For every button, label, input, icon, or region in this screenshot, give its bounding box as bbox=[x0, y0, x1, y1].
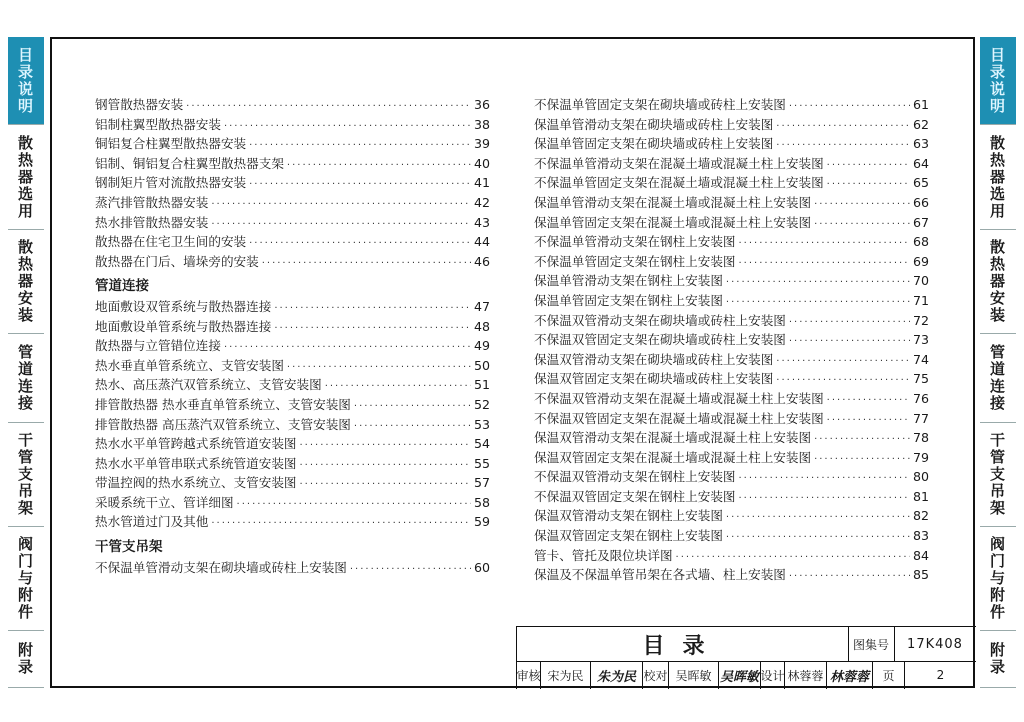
dot-leader bbox=[789, 97, 910, 117]
tab-label: 干管支吊架 bbox=[989, 430, 1006, 517]
dot-leader bbox=[726, 528, 910, 548]
toc-entry-title: 钢制矩片管对流散热器安装 bbox=[95, 175, 247, 191]
dot-leader bbox=[211, 514, 471, 534]
left-tab-4[interactable] bbox=[8, 423, 44, 527]
toc-entry-page: 46 bbox=[473, 253, 490, 269]
toc-entry-page: 67 bbox=[912, 214, 929, 230]
dot-leader bbox=[354, 397, 471, 417]
toc-entry-title: 不保温单管滑动支架在砌块墙或砖柱上安装图 bbox=[95, 559, 347, 575]
dot-leader bbox=[350, 560, 471, 580]
toc-entry-page: 72 bbox=[912, 312, 929, 328]
toc-entry-title: 热水排管散热器安装 bbox=[95, 214, 209, 230]
toc-entry-page: 57 bbox=[473, 475, 490, 491]
toc-entry-title: 不保温单管固定支架在钢柱上安装图 bbox=[534, 253, 736, 269]
tab-label: 管道连接 bbox=[17, 342, 34, 412]
toc-entry-page: 41 bbox=[473, 175, 490, 191]
toc-entry-title: 铝制、铜铝复合柱翼型散热器支架 bbox=[95, 155, 284, 171]
toc-entry[interactable] bbox=[534, 95, 929, 115]
toc-entry-title: 采暖系统干立、管详细图 bbox=[95, 494, 234, 510]
dot-leader bbox=[814, 430, 910, 450]
toc-entry-title: 不保温双管固定支架在钢柱上安装图 bbox=[534, 488, 736, 504]
toc-entry[interactable] bbox=[534, 213, 929, 233]
toc-entry[interactable] bbox=[95, 154, 490, 174]
toc-entry[interactable] bbox=[95, 173, 490, 193]
toc-entry-page: 54 bbox=[473, 436, 490, 452]
toc-entry-page: 82 bbox=[912, 508, 929, 524]
toc-entry-page: 40 bbox=[473, 155, 490, 171]
design-label: 设计 bbox=[761, 661, 785, 689]
review-label: 审核 bbox=[517, 661, 541, 689]
toc-entry-title: 热水管道过门及其他 bbox=[95, 514, 209, 530]
left-side-tabs bbox=[8, 37, 44, 688]
toc-entry-page: 38 bbox=[473, 116, 490, 132]
toc-entry-page: 83 bbox=[912, 528, 929, 544]
toc-entry[interactable] bbox=[534, 291, 929, 311]
toc-entry-title: 保温双管固定支架在混凝土墙或混凝土柱上安装图 bbox=[534, 449, 812, 465]
dot-leader bbox=[827, 156, 910, 176]
toc-entry-page: 39 bbox=[473, 136, 490, 152]
toc-entry[interactable] bbox=[534, 154, 929, 174]
tab-label: 散热器安装 bbox=[989, 237, 1006, 324]
toc-entry-page: 55 bbox=[473, 455, 490, 471]
dot-leader bbox=[274, 319, 471, 339]
toc-entry[interactable] bbox=[95, 395, 490, 415]
dot-leader bbox=[211, 195, 471, 215]
toc-entry-page: 58 bbox=[473, 494, 490, 510]
toc-entry[interactable] bbox=[95, 252, 490, 272]
toc-entry-title: 热水水平单管跨越式系统管道安装图 bbox=[95, 436, 297, 452]
toc-entry-title: 排管散热器 高压蒸汽双管系统立、支管安装图 bbox=[95, 416, 351, 432]
toc-entry-page: 78 bbox=[912, 430, 929, 446]
toc-entry[interactable] bbox=[534, 193, 929, 213]
dot-leader bbox=[274, 299, 471, 319]
dot-leader bbox=[249, 175, 471, 195]
right-tab-6[interactable] bbox=[980, 631, 1016, 688]
toc-entry[interactable] bbox=[534, 487, 929, 507]
toc-entry-title: 不保温单管滑动支架在钢柱上安装图 bbox=[534, 234, 736, 250]
toc-entry[interactable] bbox=[534, 467, 929, 487]
toc-entry[interactable] bbox=[95, 317, 490, 337]
toc-entry-title: 不保温双管固定支架在砌块墙或砖柱上安装图 bbox=[534, 332, 786, 348]
tab-label: 目录说明 bbox=[989, 45, 1006, 115]
toc-entry-title: 不保温单管滑动支架在混凝土墙或混凝土柱上安装图 bbox=[534, 155, 824, 171]
toc-entry[interactable] bbox=[95, 193, 490, 213]
toc-entry[interactable] bbox=[95, 512, 490, 532]
left-tab-5[interactable] bbox=[8, 527, 44, 631]
toc-entry[interactable] bbox=[95, 473, 490, 493]
toc-entry-title: 不保温双管滑动支架在混凝土墙或混凝土柱上安装图 bbox=[534, 390, 824, 406]
toc-entry-title: 不保温单管固定支架在砌块墙或砖柱上安装图 bbox=[534, 97, 786, 112]
toc-entry[interactable] bbox=[534, 389, 929, 409]
dot-leader bbox=[739, 469, 910, 489]
toc-entry[interactable] bbox=[95, 356, 490, 376]
toc-entry-title: 不保温单管固定支架在混凝土墙或混凝土柱上安装图 bbox=[534, 175, 824, 191]
toc-entry[interactable] bbox=[534, 546, 929, 566]
toc-entry-page: 53 bbox=[473, 416, 490, 432]
toc-entry-title: 保温双管滑动支架在钢柱上安装图 bbox=[534, 508, 723, 524]
toc-entry-page: 62 bbox=[912, 116, 929, 132]
dot-leader bbox=[739, 254, 910, 274]
toc-entry[interactable] bbox=[534, 115, 929, 135]
toc-entry[interactable] bbox=[534, 506, 929, 526]
right-tab-2[interactable] bbox=[980, 230, 1016, 334]
toc-entry-title: 散热器在门后、墙垛旁的安装 bbox=[95, 253, 259, 269]
right-tab-4[interactable] bbox=[980, 423, 1016, 527]
right-tab-3[interactable] bbox=[980, 334, 1016, 422]
toc-entry[interactable] bbox=[534, 311, 929, 331]
toc-entry-title: 保温双管滑动支架在砌块墙或砖柱上安装图 bbox=[534, 351, 774, 367]
tab-label: 干管支吊架 bbox=[17, 430, 34, 517]
toc-entry[interactable] bbox=[534, 428, 929, 448]
dot-leader bbox=[211, 215, 471, 235]
toc-entry[interactable] bbox=[534, 565, 929, 585]
toc-entry[interactable] bbox=[95, 434, 490, 454]
left-tab-2[interactable] bbox=[8, 230, 44, 334]
tab-label: 附录 bbox=[989, 641, 1006, 677]
toc-entry-title: 排管散热器 热水垂直单管系统立、支管安装图 bbox=[95, 396, 351, 412]
check-label: 校对 bbox=[643, 661, 669, 689]
toc-entry-title: 热水水平单管串联式系统管道安装图 bbox=[95, 455, 297, 471]
toc-entry-title: 保温单管滑动支架在钢柱上安装图 bbox=[534, 273, 723, 289]
toc-entry-title: 保温单管固定支架在混凝土墙或混凝土柱上安装图 bbox=[534, 214, 812, 230]
atlas-number: 17K408 bbox=[907, 636, 963, 652]
page-number: 2 bbox=[936, 668, 945, 682]
right-side-tabs bbox=[980, 37, 1016, 688]
toc-entry[interactable] bbox=[534, 252, 929, 272]
toc-entry-title: 带温控阀的热水系统立、支管安装图 bbox=[95, 475, 297, 491]
right-tab-0[interactable] bbox=[980, 37, 1016, 125]
toc-entry-title: 保温双管固定支架在砌块墙或砖柱上安装图 bbox=[534, 371, 774, 387]
tab-label: 散热器安装 bbox=[17, 237, 34, 324]
dot-leader bbox=[249, 234, 471, 254]
right-tab-5[interactable] bbox=[980, 527, 1016, 631]
toc-entry-page: 76 bbox=[912, 390, 929, 406]
toc-entry-title: 保温单管滑动支架在砌块墙或砖柱上安装图 bbox=[534, 116, 774, 132]
tab-label: 附录 bbox=[17, 641, 34, 677]
toc-entry-page: 52 bbox=[473, 396, 490, 412]
dot-leader bbox=[726, 273, 910, 293]
toc-entry-page: 70 bbox=[912, 273, 929, 289]
toc-entry-title: 不保温双管滑动支架在砌块墙或砖柱上安装图 bbox=[534, 312, 786, 328]
toc-entry-title: 地面敷设双管系统与散热器连接 bbox=[95, 298, 272, 314]
toc-entry-page: 44 bbox=[473, 234, 490, 250]
toc-entry[interactable] bbox=[95, 232, 490, 252]
toc-entry[interactable] bbox=[95, 134, 490, 154]
toc-entry-title: 保温单管固定支架在钢柱上安装图 bbox=[534, 292, 723, 308]
toc-entry[interactable] bbox=[534, 173, 929, 193]
tab-label: 阀门与附件 bbox=[17, 534, 34, 621]
dot-leader bbox=[827, 391, 910, 411]
dot-leader bbox=[789, 567, 910, 587]
tab-label: 散热器选用 bbox=[989, 133, 1006, 220]
dot-leader bbox=[300, 456, 471, 476]
dot-leader bbox=[224, 117, 471, 137]
toc-entry-page: 69 bbox=[912, 253, 929, 269]
toc-entry[interactable] bbox=[534, 448, 929, 468]
toc-entry-page: 49 bbox=[473, 338, 490, 354]
toc-entry[interactable] bbox=[534, 271, 929, 291]
atlas-number-label: 图集号 bbox=[848, 627, 895, 661]
toc-entry[interactable] bbox=[534, 232, 929, 252]
toc-entry-page: 47 bbox=[473, 298, 490, 314]
toc-entry-page: 84 bbox=[912, 547, 929, 563]
designer-name: 林蓉蓉 bbox=[785, 661, 827, 689]
left-tab-3[interactable] bbox=[8, 334, 44, 422]
toc-entry-page: 51 bbox=[473, 377, 490, 393]
toc-entry-title: 散热器与立管错位连接 bbox=[95, 338, 221, 354]
toc-entry-page: 59 bbox=[473, 514, 490, 530]
toc-entry-title: 散热器在住宅卫生间的安装 bbox=[95, 234, 247, 250]
toc-entry-title: 保温及不保温单管吊架在各式墙、柱上安装图 bbox=[534, 567, 786, 583]
checker-signature: 吴晖敏 bbox=[719, 661, 761, 689]
toc-entry[interactable] bbox=[534, 134, 929, 154]
dot-leader bbox=[814, 450, 910, 470]
toc-entry-title: 地面敷设单管系统与散热器连接 bbox=[95, 318, 272, 334]
dot-leader bbox=[814, 195, 910, 215]
toc-entry[interactable] bbox=[534, 526, 929, 546]
toc-entry[interactable] bbox=[95, 213, 490, 233]
toc-entry-page: 60 bbox=[473, 559, 490, 575]
dot-leader bbox=[186, 97, 471, 117]
left-tab-1[interactable] bbox=[8, 125, 44, 229]
toc-entry-title: 保温单管滑动支架在混凝土墙或混凝土柱上安装图 bbox=[534, 194, 812, 210]
toc-entry-title: 不保温双管固定支架在混凝土墙或混凝土柱上安装图 bbox=[534, 410, 824, 426]
toc-entry-page: 79 bbox=[912, 449, 929, 465]
toc-entry-title: 热水垂直单管系统立、支管安装图 bbox=[95, 357, 284, 373]
toc-entry-page: 81 bbox=[912, 488, 929, 504]
toc-entry[interactable] bbox=[534, 350, 929, 370]
tab-label: 目录说明 bbox=[17, 45, 34, 115]
section-heading-pipe-connection: 管道连接 bbox=[95, 278, 149, 295]
dot-leader bbox=[287, 156, 471, 176]
toc-entry-title: 保温双管滑动支架在混凝土墙或混凝土柱上安装图 bbox=[534, 430, 812, 446]
toc-entry[interactable] bbox=[95, 415, 490, 435]
dot-leader bbox=[789, 332, 910, 352]
toc-entry-page: 71 bbox=[912, 292, 929, 308]
title-block bbox=[516, 626, 976, 689]
dot-leader bbox=[237, 495, 471, 515]
tab-label: 阀门与附件 bbox=[989, 534, 1006, 621]
checker-name: 吴晖敏 bbox=[669, 661, 719, 689]
dot-leader bbox=[814, 215, 910, 235]
toc-entry[interactable] bbox=[95, 115, 490, 135]
toc-entry-title: 蒸汽排管散热器安装 bbox=[95, 194, 209, 210]
tab-label: 管道连接 bbox=[989, 342, 1006, 412]
dot-leader bbox=[739, 234, 910, 254]
toc-entry-page: 75 bbox=[912, 371, 929, 387]
toc-entry-page: 63 bbox=[912, 136, 929, 152]
dot-leader bbox=[726, 508, 910, 528]
toc-entry[interactable] bbox=[95, 454, 490, 474]
dot-leader bbox=[789, 313, 910, 333]
toc-entry[interactable] bbox=[95, 375, 490, 395]
dot-leader bbox=[262, 254, 471, 274]
toc-entry[interactable] bbox=[95, 297, 490, 317]
toc-entry-page: 48 bbox=[473, 318, 490, 334]
toc-entry-title: 管卡、管托及限位块详图 bbox=[534, 547, 673, 563]
toc-entry-page: 42 bbox=[473, 194, 490, 210]
toc-entry-page: 68 bbox=[912, 234, 929, 250]
designer-signature: 林蓉蓉 bbox=[827, 661, 873, 689]
dot-leader bbox=[354, 417, 471, 437]
toc-entry-page: 43 bbox=[473, 214, 490, 230]
toc-entry-title: 保温双管固定支架在钢柱上安装图 bbox=[534, 528, 723, 544]
page-label: 页 bbox=[873, 661, 905, 689]
toc-entry[interactable] bbox=[95, 95, 490, 115]
dot-leader bbox=[776, 117, 910, 137]
toc-entry-page: 85 bbox=[912, 567, 929, 583]
toc-entry-page: 80 bbox=[912, 469, 929, 485]
dot-leader bbox=[739, 489, 910, 509]
toc-entry-title: 钢管散热器安装 bbox=[95, 97, 184, 112]
toc-entry-title: 不保温双管滑动支架在钢柱上安装图 bbox=[534, 469, 736, 485]
dot-leader bbox=[827, 411, 910, 431]
dot-leader bbox=[827, 175, 910, 195]
toc-entry-page: 65 bbox=[912, 175, 929, 191]
toc-entry-page: 50 bbox=[473, 357, 490, 373]
toc-entry-page: 64 bbox=[912, 155, 929, 171]
toc-entry-title: 铜铝复合柱翼型散热器安装 bbox=[95, 136, 247, 152]
toc-entry[interactable] bbox=[534, 330, 929, 350]
left-tab-0[interactable] bbox=[8, 37, 44, 125]
toc-entry[interactable] bbox=[95, 336, 490, 356]
toc-entry[interactable] bbox=[95, 558, 490, 578]
toc-entry-title: 铝制柱翼型散热器安装 bbox=[95, 116, 221, 132]
toc-right-column bbox=[534, 95, 929, 585]
tab-label: 散热器选用 bbox=[17, 133, 34, 220]
toc-entry-title: 热水、高压蒸汽双管系统立、支管安装图 bbox=[95, 377, 322, 393]
toc-left-column bbox=[95, 95, 490, 577]
reviewer-signature: 朱为民 bbox=[591, 661, 643, 689]
toc-entry[interactable] bbox=[534, 409, 929, 429]
left-tab-6[interactable] bbox=[8, 631, 44, 688]
reviewer-name: 宋为民 bbox=[541, 661, 591, 689]
toc-entry-page: 74 bbox=[912, 351, 929, 367]
toc-entry-page: 77 bbox=[912, 410, 929, 426]
toc-entry[interactable] bbox=[534, 369, 929, 389]
toc-entry-page: 36 bbox=[473, 97, 490, 112]
toc-entry-title: 保温单管固定支架在砌块墙或砖柱上安装图 bbox=[534, 136, 774, 152]
toc-entry-page: 73 bbox=[912, 332, 929, 348]
dot-leader bbox=[300, 436, 471, 456]
drawing-title: 目录 bbox=[517, 627, 849, 661]
dot-leader bbox=[776, 352, 910, 372]
right-tab-1[interactable] bbox=[980, 125, 1016, 229]
toc-entry-page: 61 bbox=[912, 97, 929, 112]
dot-leader bbox=[300, 475, 471, 495]
section-heading-main-pipe-supports: 干管支吊架 bbox=[95, 539, 163, 556]
toc-entry-page: 66 bbox=[912, 194, 929, 210]
toc-entry[interactable] bbox=[95, 493, 490, 513]
